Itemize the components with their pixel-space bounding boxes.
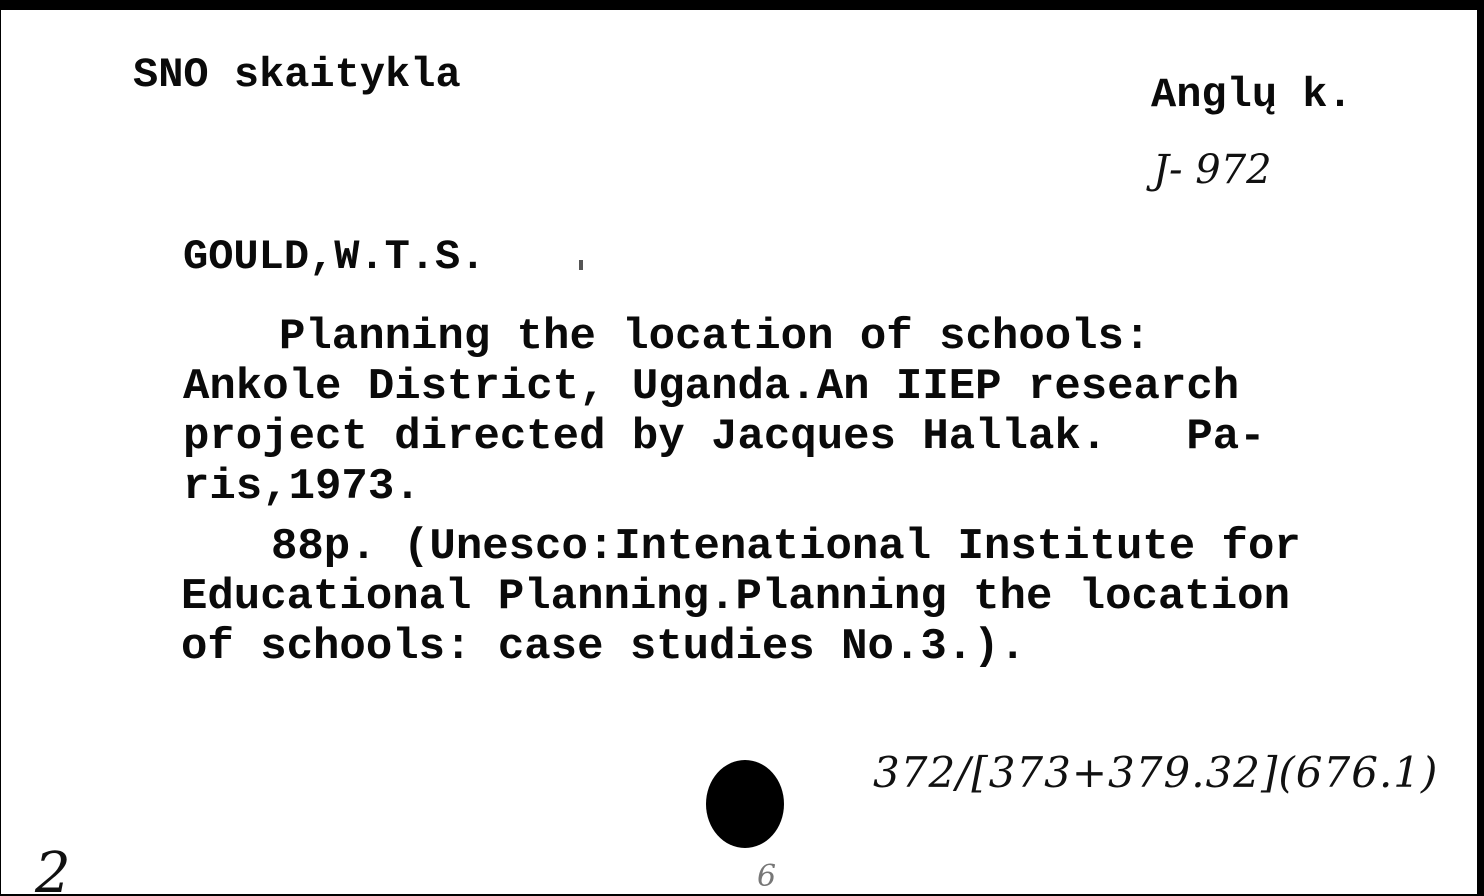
entry-line: 88p. (Unesco:Intenational Institute for [271, 522, 1301, 572]
punch-hole [706, 760, 784, 848]
bottom-mark: 6 [757, 859, 777, 894]
language-label: Anglų k. [1151, 71, 1353, 119]
catalog-card [0, 10, 1477, 894]
ink-speck [579, 260, 583, 270]
corner-mark: 2 [35, 841, 71, 894]
library-name: SNO skaitykla [133, 51, 461, 99]
entry-line: project directed by Jacques Hallak. Pa- [183, 412, 1266, 462]
entry-line: Planning the location of schools: [279, 312, 1151, 362]
entry-line: Educational Planning.Planning the location [181, 572, 1290, 622]
author-name: GOULD,W.T.S. [183, 233, 486, 281]
call-number: J- 972 [1153, 147, 1272, 193]
entry-line: ris,1973. [183, 462, 421, 512]
classification-number: 372/[373+379.32](676.1) [873, 748, 1439, 797]
entry-line: Ankole District, Uganda.An IIEP research [183, 362, 1240, 412]
entry-line: of schools: case studies No.3.). [181, 622, 1026, 672]
